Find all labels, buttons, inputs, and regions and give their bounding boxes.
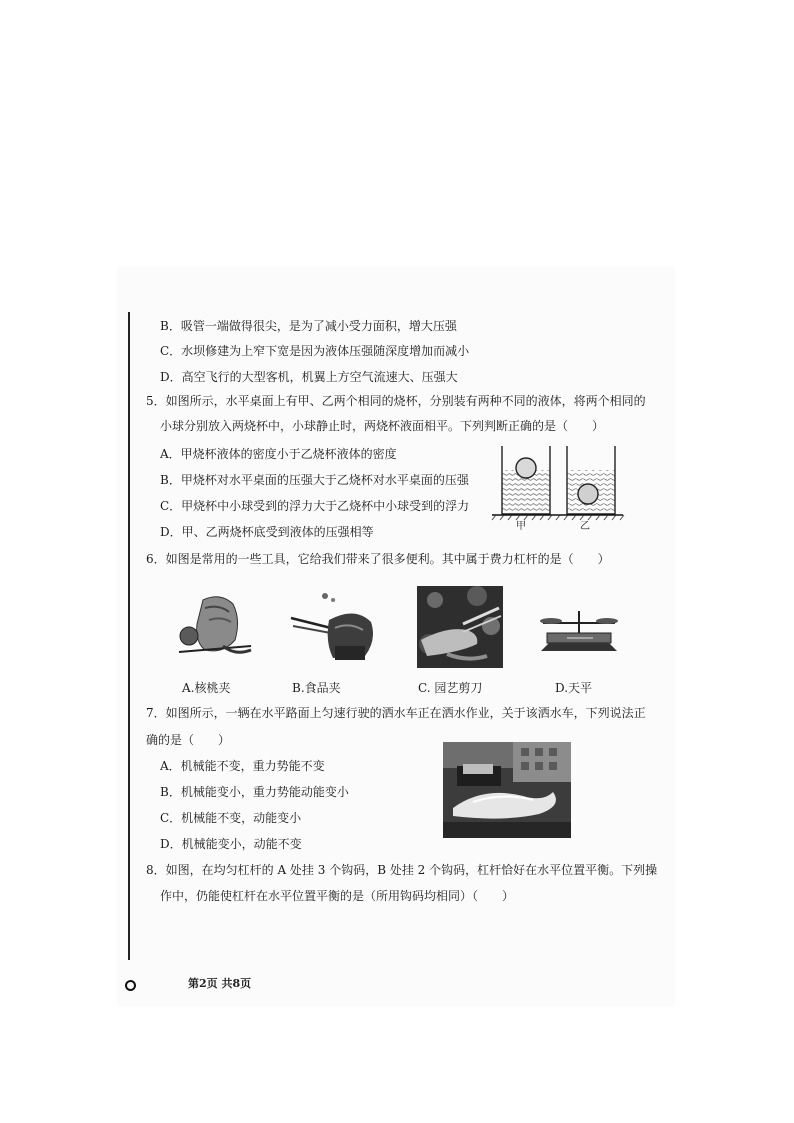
sprinkler-truck-photo: [443, 742, 571, 838]
q7-stem-line1: 7．如图所示，一辆在水平路面上匀速行驶的洒水车正在洒水作业，关于该洒水车，下列说法正: [146, 706, 646, 720]
binding-margin-line: [128, 312, 130, 960]
beaker-label-jia: 甲: [516, 521, 526, 532]
tool-caption-c: C. 园艺剪刀: [418, 681, 483, 695]
beaker-label-yi: 乙: [580, 521, 590, 532]
q7-option-d: D．机械能变小，动能不变: [160, 837, 302, 851]
q7-option-c: C．机械能不变，动能变小: [160, 811, 302, 825]
q8-stem-line1: 8．如图，在均匀杠杆的 A 处挂 3 个钩码，B 处挂 2 个钩码，杠杆恰好在水平位置平衡。下列操: [146, 863, 658, 877]
q6-stem: 6．如图是常用的一些工具，它给我们带来了很多便利。其中属于费力杠杆的是（ ）: [146, 552, 610, 566]
nutcracker-photo: [175, 590, 260, 662]
q4-option-b: B．吸管一端做得很尖，是为了减小受力面积，增大压强: [160, 319, 457, 333]
ball-yi: [578, 484, 598, 504]
tool-caption-a: A.核桃夹: [182, 681, 231, 695]
beakers-figure: [490, 442, 625, 530]
food-tongs-photo: [285, 588, 377, 664]
balance-scale-photo: [537, 605, 621, 657]
q8-stem-line2: 作中，仍能使杠杆在水平位置平衡的是（所用钩码均相同）（ ）: [160, 889, 515, 903]
q7-option-a: A．机械能不变，重力势能不变: [160, 759, 325, 773]
q5-option-d: D．甲、乙两烧杯底受到液体的压强相等: [160, 525, 374, 539]
binding-hole-icon: [125, 980, 136, 991]
garden-shears-photo: [417, 586, 503, 668]
q4-option-c: C．水坝修建为上窄下宽是因为液体压强随深度增加而减小: [160, 344, 470, 358]
q4-option-d: D．高空飞行的大型客机，机翼上方空气流速大、压强大: [160, 370, 458, 384]
ball-jia: [516, 458, 536, 478]
tool-caption-d: D.天平: [555, 681, 593, 695]
q5-stem-line1: 5．如图所示，水平桌面上有甲、乙两个相同的烧杯，分别装有两种不同的液体，将两个相同的: [146, 394, 646, 408]
page-number: 第2页 共8页: [188, 977, 252, 990]
q7-option-b: B．机械能变小，重力势能动能变小: [160, 785, 349, 799]
tool-caption-b: B.食品夹: [292, 681, 341, 695]
q5-option-b: B．甲烧杯对水平桌面的压强大于乙烧杯对水平桌面的压强: [160, 473, 469, 487]
q5-option-a: A．甲烧杯液体的密度小于乙烧杯液体的密度: [160, 447, 397, 461]
q5-option-c: C．甲烧杯中小球受到的浮力大于乙烧杯中小球受到的浮力: [160, 499, 470, 513]
q7-stem-line2: 确的是（ ）: [146, 733, 231, 747]
q5-stem-line2: 小球分别放入两烧杯中，小球静止时，两烧杯液面相平。下列判断正确的是（ ）: [160, 419, 605, 433]
